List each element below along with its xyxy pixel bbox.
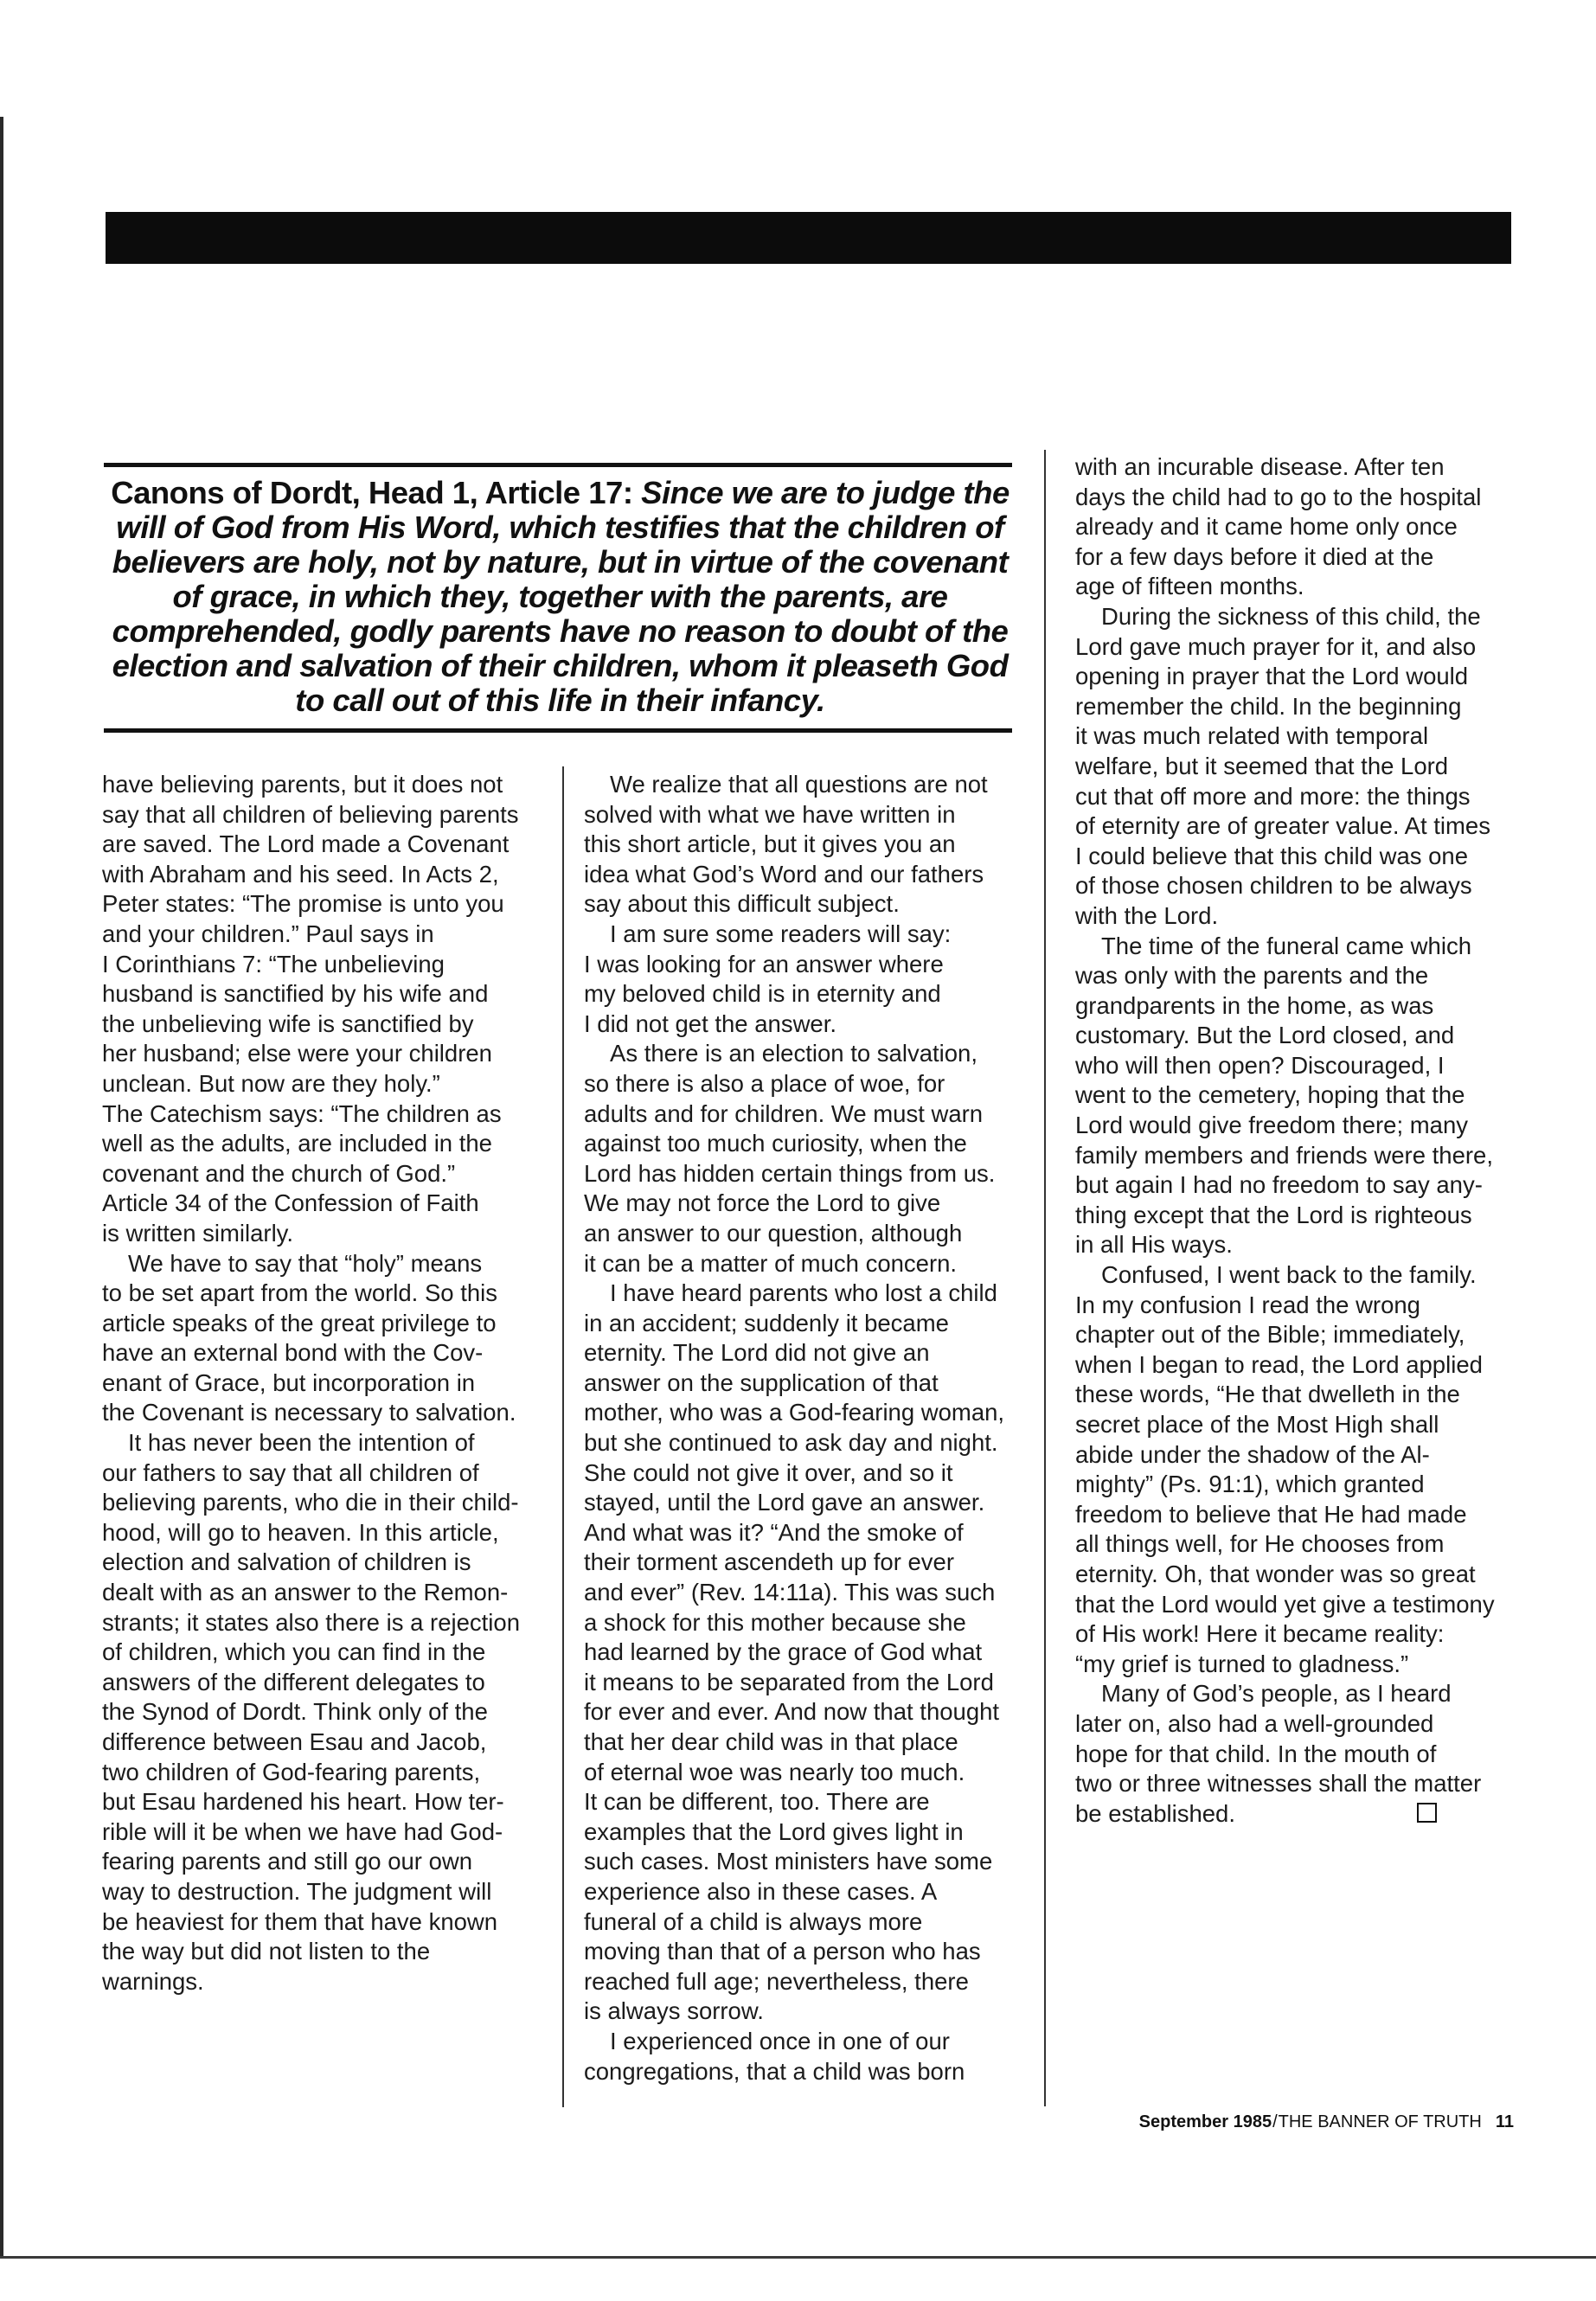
pull-quote-text [95, 476, 1025, 718]
text-line: enant of Grace, but incorporation in [102, 1368, 476, 1396]
text-line: secret place of the Most High shall [1075, 1411, 1439, 1438]
text-line: remember the child. In the beginning [1075, 692, 1462, 720]
text-line: believing parents, who die in their child- [102, 1489, 519, 1516]
text-line: “my grief is turned to gladness.” [1075, 1650, 1409, 1677]
text-line: but Esau hardened his heart. How ter- [102, 1788, 504, 1816]
text-line: with Abraham and his seed. In Acts 2, [102, 860, 499, 888]
text-line: in all His ways. [1075, 1231, 1233, 1259]
text-line: I have heard parents who lost a child [610, 1279, 997, 1307]
pull-quote-label: Canons of Dordt, Head 1, Article 17: [111, 475, 633, 510]
text-line: that her dear child was in that place [584, 1728, 958, 1755]
text-line: I did not get the answer. [584, 1009, 836, 1037]
text-line: strants; it states also there is a rejection [102, 1608, 520, 1636]
text-line: reached full age; nevertheless, there [584, 1967, 969, 1995]
text-line: their torment ascendeth up for ever [584, 1548, 955, 1576]
text-line: family members and friends were there, [1075, 1141, 1493, 1169]
text-line: answer on the supplication of that [584, 1368, 939, 1396]
article-column-3 [1075, 452, 1525, 1829]
text-line: solved with what we have written in [584, 800, 956, 828]
text-line: It has never been the intention of [128, 1429, 475, 1457]
pull-quote [95, 476, 1025, 718]
text-line: the unbelieving wife is sanctified by [102, 1009, 474, 1037]
text-line: later on, also had a well-grounded [1075, 1709, 1434, 1737]
text-line: the Synod of Dordt. Think only of the [102, 1698, 488, 1726]
text-line: is written similarly. [102, 1219, 294, 1247]
text-line: hood, will go to heaven. In this article, [102, 1518, 499, 1546]
text-line: went to the cemetery, hoping that the [1075, 1081, 1465, 1109]
text-line: examples that the Lord gives light in [584, 1817, 964, 1845]
text-line: of His work! Here it became reality: [1075, 1620, 1445, 1648]
page-number: 11 [1495, 2112, 1514, 2131]
text-line: who will then open? Discouraged, I [1075, 1051, 1445, 1079]
text-line: against too much curiosity, when the [584, 1130, 967, 1157]
text-line: We realize that all questions are not [610, 771, 988, 798]
text-line: Article 34 of the Confession of Faith [102, 1189, 479, 1217]
text-line: We have to say that “holy” means [128, 1249, 483, 1277]
text-line: Lord has hidden certain things from us. [584, 1159, 996, 1187]
text-line: abide under the shadow of the Al- [1075, 1440, 1430, 1468]
text-line: with the Lord. [1075, 901, 1219, 929]
column-divider [562, 766, 564, 2107]
text-line: say that all children of believing parents [102, 800, 519, 828]
text-line: opening in prayer that the Lord would [1075, 663, 1469, 690]
text-line: of children, which you can find in the [102, 1638, 486, 1666]
text-line: the way but did not listen to the [102, 1938, 431, 1965]
article-column-1 [102, 770, 552, 1997]
text-line: During the sickness of this child, the [1101, 602, 1481, 630]
text-line: the Covenant is necessary to salvation. [102, 1399, 516, 1426]
text-line: article speaks of the great privilege to [102, 1309, 497, 1336]
text-line: when I began to read, the Lord applied [1075, 1350, 1483, 1378]
text-line: had learned by the grace of God what [584, 1638, 983, 1666]
text-line: this short article, but it gives you an [584, 830, 956, 858]
text-line: hope for that child. In the mouth of [1075, 1740, 1437, 1767]
text-line: but she continued to ask day and night. [584, 1429, 998, 1457]
text-line: The Catechism says: “The children as [102, 1099, 502, 1127]
callout-top-rule [104, 463, 1012, 467]
text-line: I could believe that this child was one [1075, 842, 1469, 869]
text-line: grandparents in the home, as was [1075, 991, 1434, 1019]
footer-separator: / [1272, 2112, 1278, 2131]
text-line: funeral of a child is always more [584, 1907, 923, 1935]
callout-bottom-rule [104, 728, 1012, 733]
text-line: rible will it be when we have had God- [102, 1817, 503, 1845]
text-line: all things well, for He chooses from [1075, 1530, 1445, 1558]
text-line: cut that off more and more: the things [1075, 782, 1471, 810]
text-line: covenant and the church of God.” [102, 1159, 456, 1187]
text-line: We may not force the Lord to give [584, 1189, 941, 1217]
text-line: And what was it? “And the smoke of [584, 1518, 964, 1546]
text-line: say about this difficult subject. [584, 890, 900, 918]
text-line: was only with the parents and the [1075, 962, 1429, 990]
text-line: unclean. But now are they holy.” [102, 1069, 440, 1097]
text-line: are saved. The Lord made a Covenant [102, 830, 510, 858]
text-line: that the Lord would yet give a testimony [1075, 1590, 1495, 1618]
text-line: with an incurable disease. After ten [1075, 453, 1445, 480]
text-line: idea what God’s Word and our fathers [584, 860, 984, 888]
text-line: have an external bond with the Cov- [102, 1339, 484, 1367]
text-line: it can be a matter of much concern. [584, 1249, 958, 1277]
text-line: be heaviest for them that have known [102, 1907, 498, 1935]
text-line: answers of the different delegates to [102, 1668, 485, 1695]
text-line: freedom to believe that He had made [1075, 1500, 1467, 1528]
text-line: in an accident; suddenly it became [584, 1309, 949, 1336]
column-divider [1044, 450, 1046, 2106]
text-line: eternity. Oh, that wonder was so great [1075, 1560, 1476, 1587]
text-line: way to destruction. The judgment will [102, 1877, 492, 1905]
text-line: warnings. [102, 1967, 204, 1995]
text-line: Peter states: “The promise is unto you [102, 890, 504, 918]
text-line: and your children.” Paul says in [102, 920, 434, 947]
end-of-article-mark [1417, 1803, 1437, 1823]
scan-left-edge [0, 117, 3, 2258]
text-line: The time of the funeral came which [1101, 932, 1471, 959]
text-line: age of fifteen months. [1075, 573, 1304, 600]
text-line: of eternity are of greater value. At times [1075, 812, 1490, 840]
text-line: I experienced once in one of our [610, 2027, 950, 2054]
text-line: it means to be separated from the Lord [584, 1668, 994, 1695]
scan-bottom-edge [0, 2256, 1596, 2259]
text-line: experience also in these cases. A [584, 1877, 938, 1905]
text-line: but again I had no freedom to say any- [1075, 1171, 1483, 1199]
footer-publication: THE BANNER OF TRUTH [1278, 2112, 1482, 2131]
text-line: so there is also a place of woe, for [584, 1069, 945, 1097]
text-line: of eternal woe was nearly too much. [584, 1758, 965, 1785]
text-line: In my confusion I read the wrong [1075, 1291, 1420, 1318]
text-line: dealt with as an answer to the Remon- [102, 1579, 509, 1606]
page-footer [1047, 2112, 1514, 2132]
article-column-2 [584, 770, 1029, 2086]
footer-date: September 1985 [1138, 2112, 1272, 2131]
text-line: fearing parents and still go our own [102, 1848, 473, 1875]
text-line: already and it came home only once [1075, 513, 1458, 541]
text-line: I Corinthians 7: “The unbelieving [102, 950, 445, 977]
text-line: mother, who was a God-fearing woman, [584, 1399, 1005, 1426]
text-line: Lord would give freedom there; many [1075, 1112, 1468, 1139]
text-line: it was much related with temporal [1075, 722, 1429, 750]
text-line: As there is an election to salvation, [610, 1040, 977, 1067]
text-line: is always sorrow. [584, 1997, 764, 2025]
text-line: moving than that of a person who has [584, 1938, 981, 1965]
text-line: Confused, I went back to the family. [1101, 1261, 1477, 1289]
text-line: It can be different, too. There are [584, 1788, 930, 1816]
text-line: two children of God-fearing parents, [102, 1758, 481, 1785]
text-line: these words, “He that dwelleth in the [1075, 1381, 1460, 1408]
text-line: days the child had to go to the hospital [1075, 483, 1482, 510]
text-line: stayed, until the Lord gave an answer. [584, 1489, 985, 1516]
pull-quote-body: Since we are to judge the will of God from His Word, which testifies that the children of believers are holy, not by nature, but in virtue of the covenant of grace, in which they, together with the parents, are comprehended, godly parents have no reason to doubt of the election and salvation of their children, whom it pleaseth God to call out of this life in their infancy. [112, 475, 1010, 718]
text-line: I am sure some readers will say: [610, 920, 952, 947]
text-line: Many of God’s people, as I heard [1101, 1680, 1452, 1708]
text-line: to be set apart from the world. So this [102, 1279, 498, 1307]
text-line: for a few days before it died at the [1075, 542, 1434, 570]
text-line: I was looking for an answer where [584, 950, 944, 977]
text-line: such cases. Most ministers have some [584, 1848, 993, 1875]
text-line: customary. But the Lord closed, and [1075, 1022, 1455, 1049]
text-line: a shock for this mother because she [584, 1608, 966, 1636]
text-line: have believing parents, but it does not [102, 771, 503, 798]
text-line: well as the adults, are included in the [102, 1130, 492, 1157]
header-banner-bar [106, 212, 1511, 264]
text-line: welfare, but it seemed that the Lord [1075, 752, 1449, 779]
text-line: congregations, that a child was born [584, 2057, 965, 2085]
text-line: two or three witnesses shall the matter [1075, 1770, 1482, 1798]
text-line: her husband; else were your children [102, 1040, 492, 1067]
text-line: adults and for children. We must warn [584, 1099, 984, 1127]
text-line: of those chosen children to be always [1075, 872, 1472, 900]
text-line: mighty” (Ps. 91:1), which granted [1075, 1471, 1425, 1498]
text-line: be established. [1075, 1799, 1525, 1830]
text-line: thing except that the Lord is righteous [1075, 1201, 1472, 1228]
text-line: election and salvation of children is [102, 1548, 471, 1576]
text-line: She could not give it over, and so it [584, 1458, 953, 1486]
text-line: difference between Esau and Jacob, [102, 1728, 487, 1755]
text-line: chapter out of the Bible; immediately, [1075, 1321, 1465, 1349]
text-line: husband is sanctified by his wife and [102, 980, 489, 1008]
text-line: our fathers to say that all children of [102, 1458, 479, 1486]
text-line: Lord gave much prayer for it, and also [1075, 632, 1477, 660]
text-line: an answer to our question, although [584, 1219, 963, 1247]
text-line: and ever” (Rev. 14:11a). This was such [584, 1579, 996, 1606]
text-line: my beloved child is in eternity and [584, 980, 941, 1008]
text-line: for ever and ever. And now that thought [584, 1698, 1000, 1726]
text-line: eternity. The Lord did not give an [584, 1339, 930, 1367]
